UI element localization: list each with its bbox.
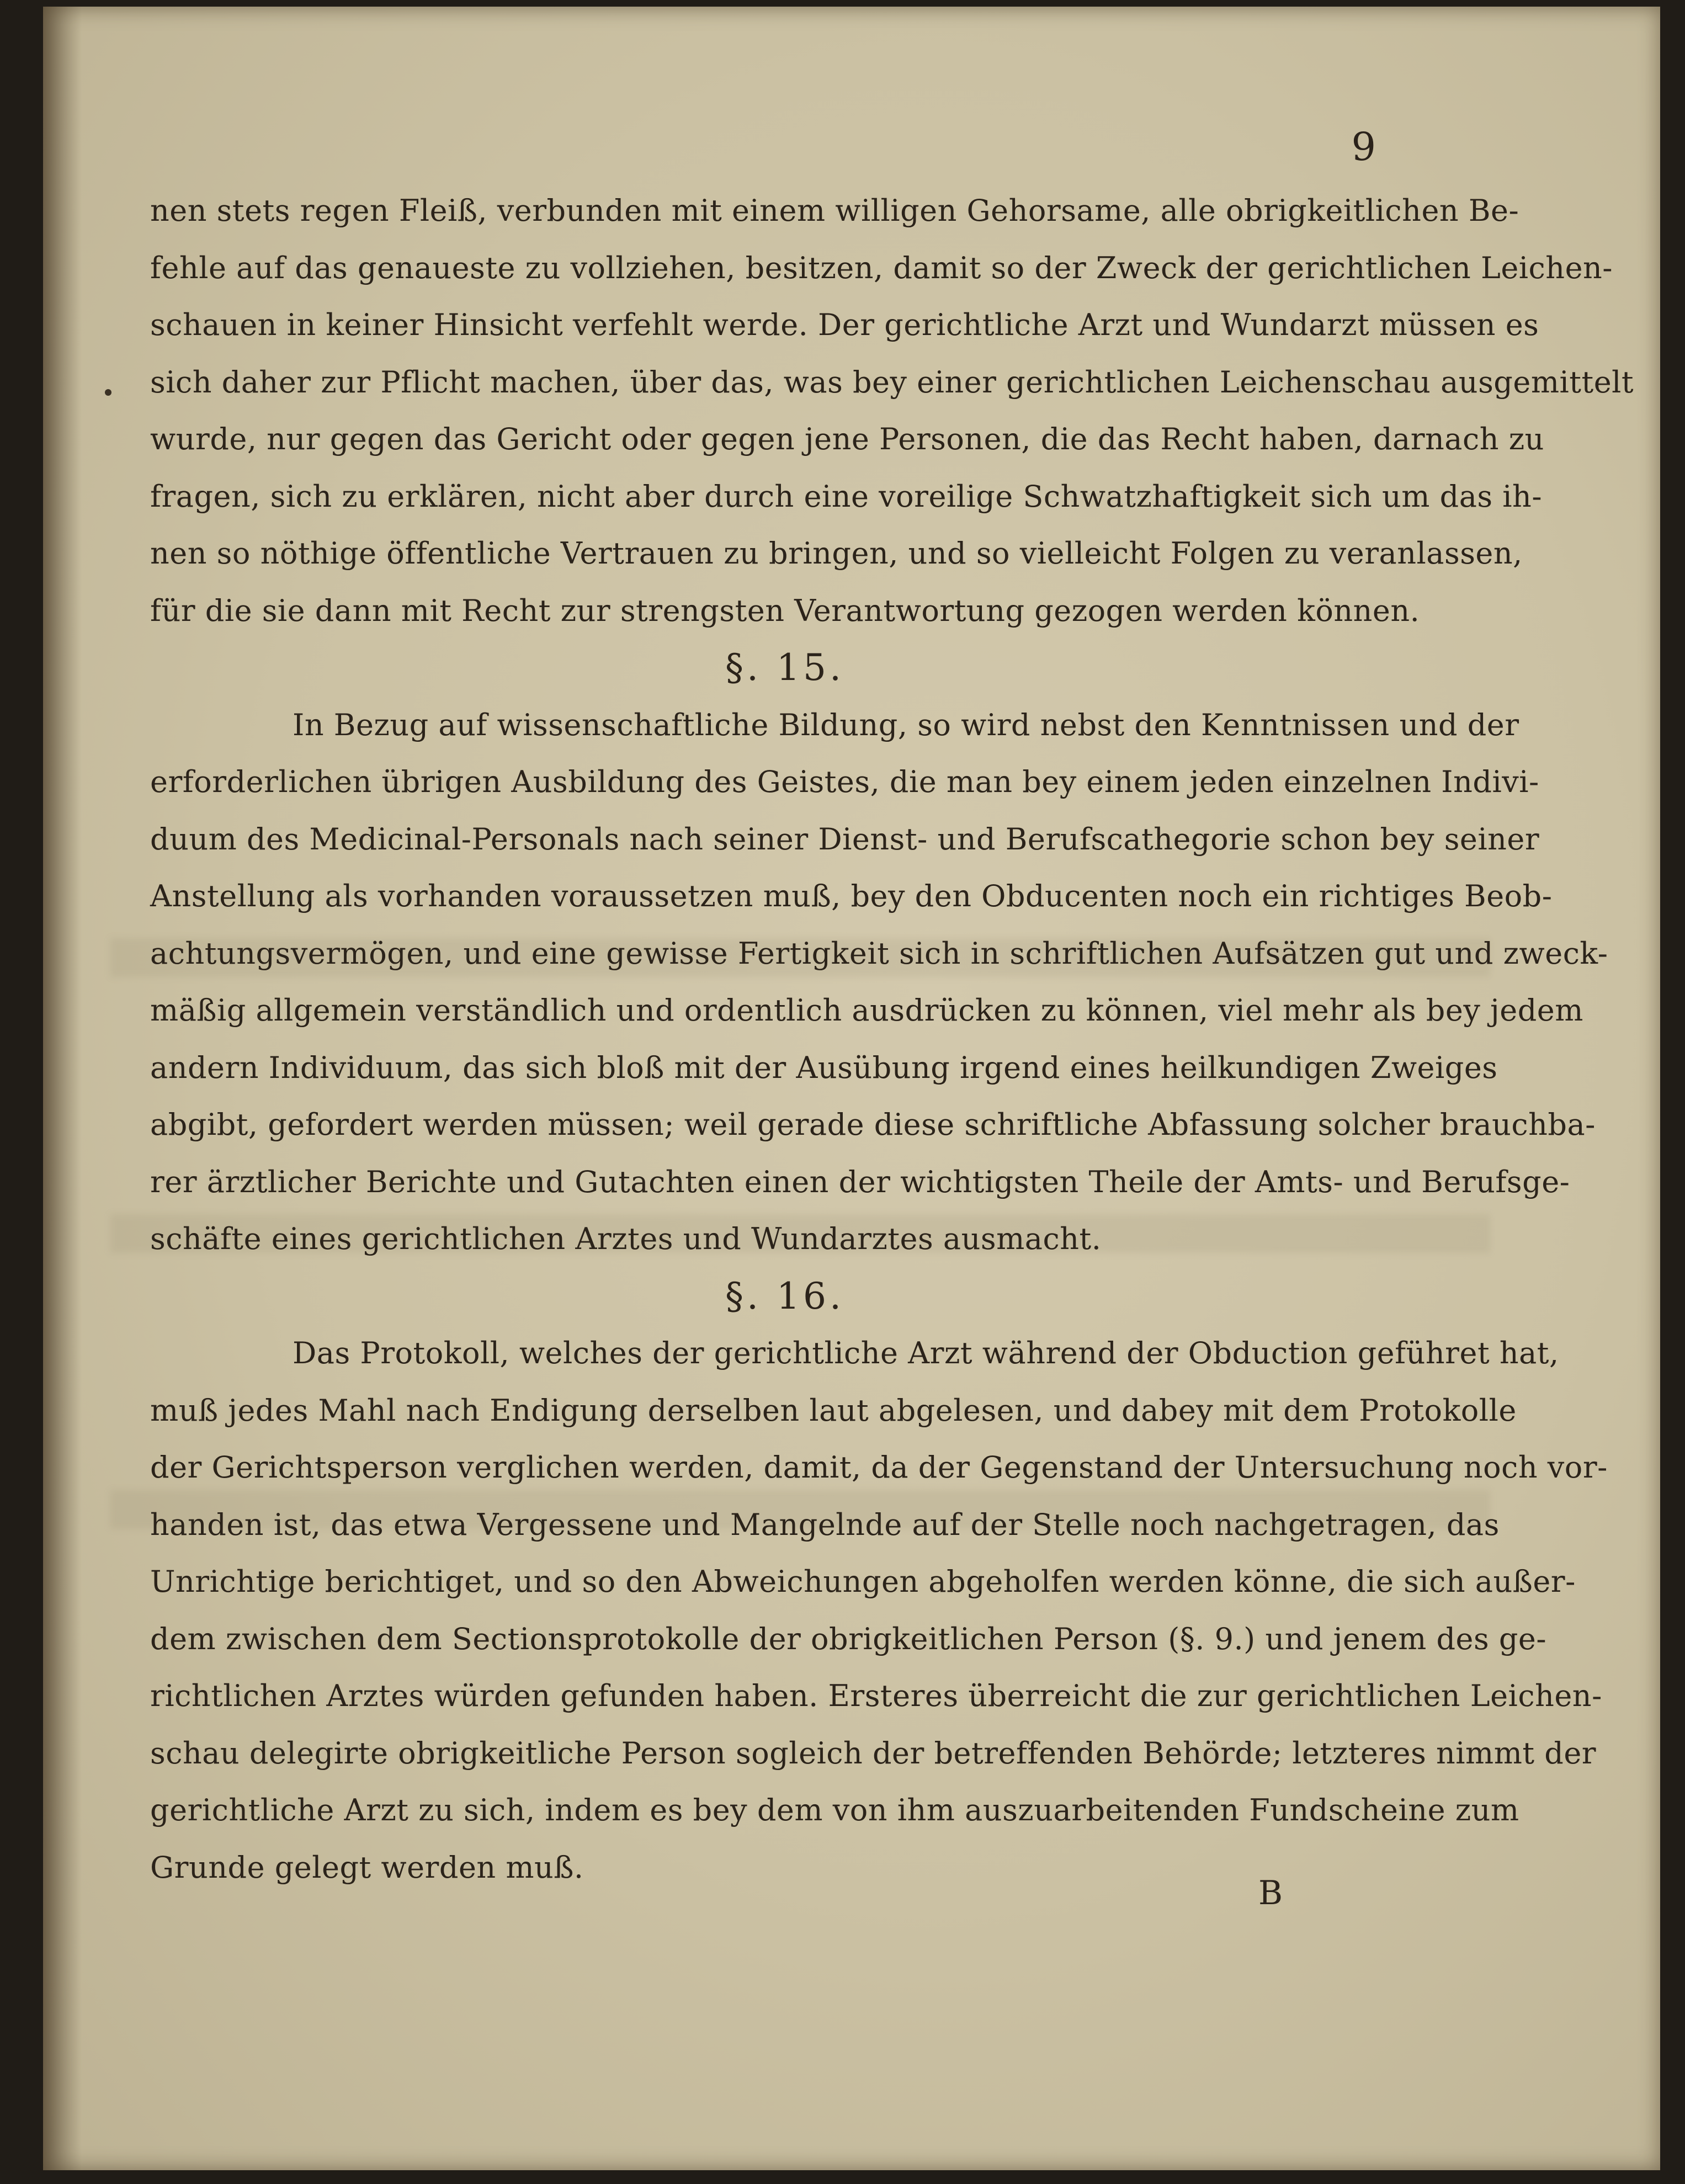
section-heading-16: §. 16. <box>725 1274 844 1317</box>
text-line: gerichtliche Arzt zu sich, indem es bey dem von ihm auszuarbeitenden Fundscheine zum <box>150 1793 1519 1827</box>
text-line: mäßig allgemein verständlich und ordentlich ausdrücken zu können, viel mehr als bey jedem <box>150 993 1583 1028</box>
text-line: dem zwischen dem Sectionsprotokolle der obrigkeitlichen Person (§. 9.) und jenem des ge- <box>150 1621 1547 1656</box>
section-16-paragraph <box>150 1325 1608 1896</box>
text-line: richtlichen Arztes würden gefunden haben. Ersteres überreicht die zur gerichtlichen Leichen- <box>150 1678 1602 1713</box>
text-line: nen so nöthige öffentliche Vertrauen zu bringen, und so vielleicht Folgen zu veranlassen, <box>150 536 1523 571</box>
page-number: 9 <box>1351 124 1376 169</box>
text-line: Anstellung als vorhanden voraussetzen muß, bey den Obducenten noch ein richtiges Beob- <box>150 879 1553 913</box>
text-line: wurde, nur gegen das Gericht oder gegen jene Personen, die das Recht haben, darnach zu <box>150 422 1544 456</box>
page-gutter-shadow <box>43 7 82 2170</box>
text-line: rer ärztlicher Berichte und Gutachten einen der wichtigsten Theile der Amts- und Berufsge- <box>150 1164 1570 1199</box>
text-line: fehle auf das genaueste zu vollziehen, besitzen, damit so der Zweck der gerichtlichen Leichen- <box>150 250 1613 285</box>
text-line: erforderlichen übrigen Ausbildung des Geistes, die man bey einem jeden einzelnen Indivi- <box>150 764 1539 799</box>
section-heading-15: §. 15. <box>725 646 844 689</box>
text-line: Das Protokoll, welches der gerichtliche Arzt während der Obduction geführet hat, <box>293 1336 1559 1370</box>
text-line: nen stets regen Fleiß, verbunden mit einem willigen Gehorsame, alle obrigkeitlichen Be- <box>150 193 1519 228</box>
text-line: sich daher zur Pflicht machen, über das, was bey einer gerichtlichen Leichenschau ausgemittelt <box>150 364 1634 400</box>
text-line: In Bezug auf wissenschaftliche Bildung, so wird nebst den Kenntnissen und der <box>293 707 1519 742</box>
text-line: schau delegirte obrigkeitliche Person sogleich der betreffenden Behörde; letzteres nimmt der <box>150 1735 1597 1771</box>
text-line: achtungsvermögen, und eine gewisse Fertigkeit sich in schriftlichen Aufsätzen gut und zweck- <box>150 936 1608 971</box>
section-15-paragraph <box>150 697 1608 1268</box>
text-line: Grunde gelegt werden muß. <box>150 1850 584 1885</box>
text-line: andern Individuum, das sich bloß mit der Ausübung irgend eines heilkundigen Zweiges <box>150 1050 1498 1085</box>
text-line: muß jedes Mahl nach Endigung derselben laut abgelesen, und dabey mit dem Protokolle <box>150 1393 1517 1428</box>
text-line: Unrichtige berichtiget, und so den Abweichungen abgeholfen werden könne, die sich außer- <box>150 1564 1576 1599</box>
text-line: handen ist, das etwa Vergessene und Mangelnde auf der Stelle noch nachgetragen, das <box>150 1507 1500 1542</box>
text-line: schäfte eines gerichtlichen Arztes und Wundarztes ausmacht. <box>150 1221 1102 1256</box>
page-body-text <box>150 182 1634 1896</box>
text-line: duum des Medicinal-Personals nach seiner Dienst- und Berufscathegorie schon bey seiner <box>150 821 1540 857</box>
margin-dot <box>105 389 111 396</box>
text-line: abgibt, gefordert werden müssen; weil gerade diese schriftliche Abfassung solcher brauchba- <box>150 1107 1596 1142</box>
catchword: B <box>1258 1874 1283 1912</box>
text-line: fragen, sich zu erklären, nicht aber durch eine voreilige Schwatzhaftigkeit sich um das ih- <box>150 479 1543 514</box>
paragraph-continued <box>150 182 1634 639</box>
text-line: für die sie dann mit Recht zur strengsten Verantwortung gezogen werden können. <box>150 593 1420 628</box>
text-line: der Gerichtsperson verglichen werden, damit, da der Gegenstand der Untersuchung noch vor- <box>150 1450 1608 1485</box>
text-line: schauen in keiner Hinsicht verfehlt werde. Der gerichtliche Arzt und Wundarzt müssen es <box>150 307 1539 342</box>
